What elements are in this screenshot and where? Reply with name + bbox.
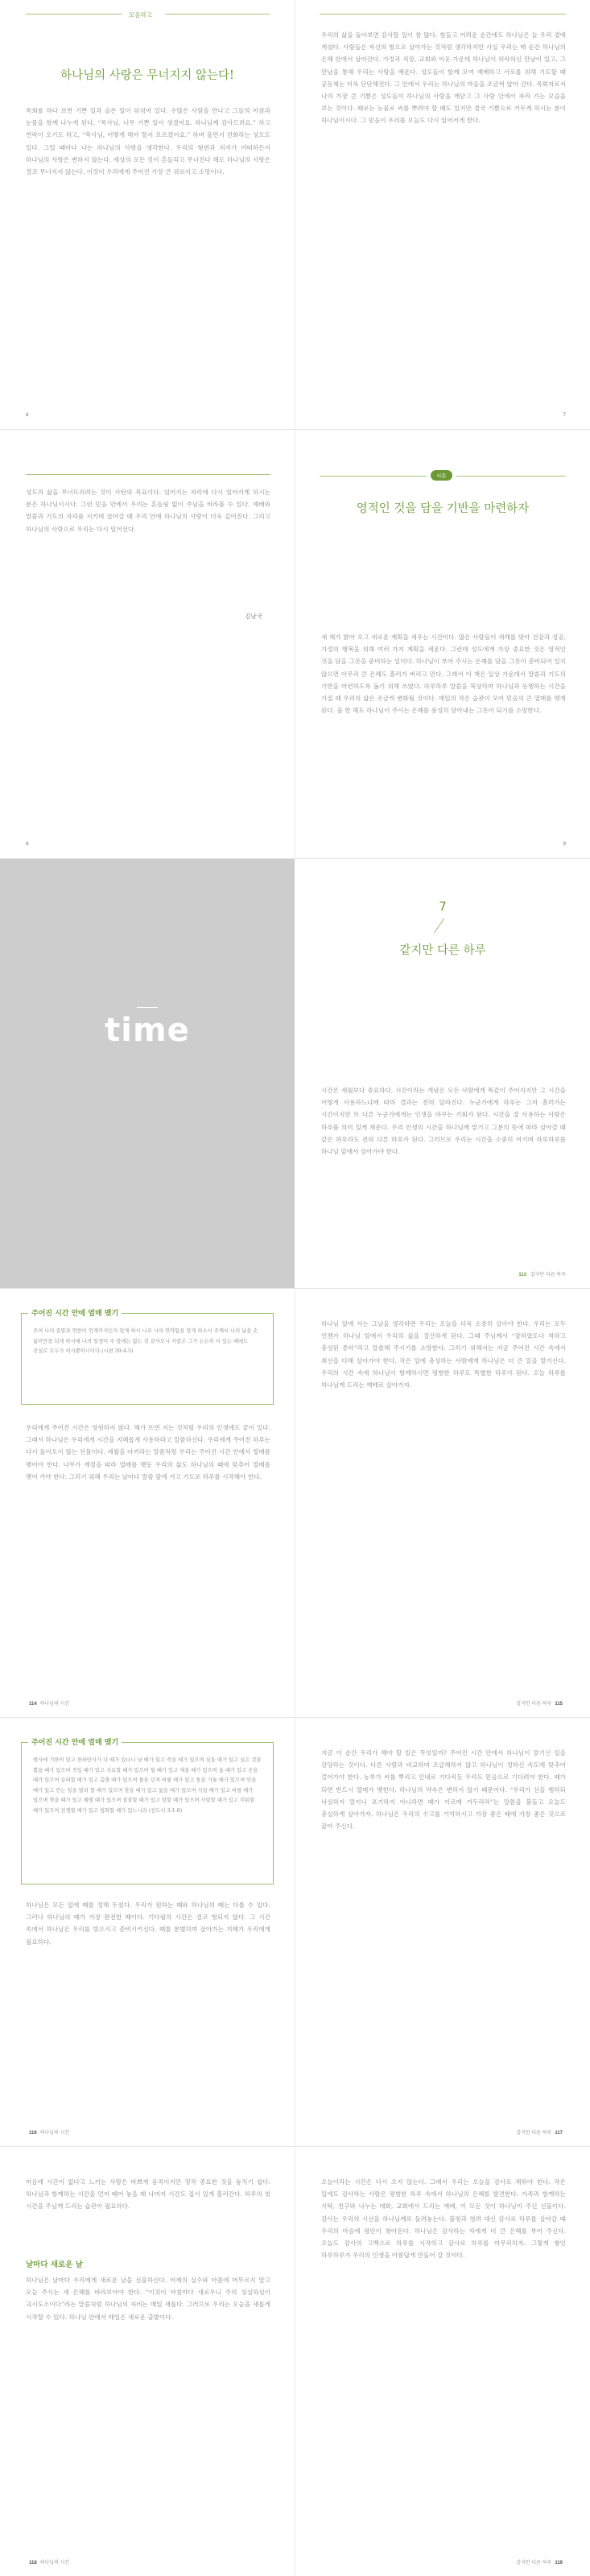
page-118 (0, 2147, 295, 2576)
footer-book-title: 하나님의 시간 (39, 2561, 70, 2566)
spread-6 (0, 2147, 590, 2576)
box-title: 주어진 시간 안에 열매 맺기 (28, 1307, 122, 1318)
scripture-text: 주여 나의 종말과 연한이 언제까지인지 알게 하사 나로 나의 연약함을 알게 하소서 주께서 나의 날을 손 넓이만큼 되게 하시매 나의 일생이 주 앞에는 없는 것 같사오니 사람은 그가 든든히 서 있는 때에도 진실로 모두가 허사뿐이니이다 (시편 39:4-5) (33, 1328, 258, 1354)
footer-page-number: 115 (555, 1702, 563, 1707)
footer-chapter-title: 같지만 다른 하루 (516, 2131, 552, 2136)
header-label: 모음하고 (129, 11, 152, 19)
body-text: 목회를 하다 보면 기쁜 일과 슬픈 일이 뒤섞여 있다. 수많은 사람을 만나고 그들의 아픔과 눈물을 함께 나누게 된다. “목사님, 너무 기쁜 일이 생겼어요. 하나님께 감사드려요.” 하고 연락이 오기도 하고, “목사님, 어떻게 해야 할지 모르겠어요.” 하며 울면서 전화하는 성도도 있다. 그럴 때마다 나는 하나님의 사랑을 생각한다. 우리의 형편과 처지가 어떠하든지 하나님의 사랑은 변하지 않는다. 세상의 모든 것이 흔들리고 무너진다 해도 하나님의 사랑은 결코 무너지지 않는다. 이것이 우리에게 주어진 가장 큰 위로이고 소망이다. (26, 107, 270, 176)
box-title: 주어진 시간 안에 열매 맺기 (28, 1736, 122, 1747)
cover-dash (137, 1007, 158, 1008)
page-footer (516, 2558, 566, 2566)
footer-page-number: 116 (29, 2131, 37, 2136)
page-footer (516, 2128, 566, 2136)
scripture-text: 범사에 기한이 있고 천하만사가 다 때가 있나니 날 때가 있고 죽을 때가 있으며 심을 때가 있고 심은 것을 뽑을 때가 있으며 죽일 때가 있고 치료할 때가 있으며 헐 때가 있고 세울 때가 있으며 울 때가 있고 웃을 때가 있으며 슬퍼할 때가 있고 춤출 때가 있으며 돌을 던져 버릴 때가 있고 돌을 거둘 때가 있으며 안을 때가 있고 안는 일을 멀리 할 때가 있으며 찾을 때가 있고 잃을 때가 있으며 지킬 때가 있고 버릴 때가 있으며 찢을 때가 있고 꿰맬 때가 있으며 잠잠할 때가 있고 말할 때가 있으며 사랑할 때가 있고 미워할 때가 있으며 전쟁할 때가 있고 평화할 때가 있느니라 (전도서 3:1-8) (33, 1757, 262, 1814)
page-title: 영적인 것을 담을 기반을 마련하자 (356, 502, 530, 515)
footer-chapter-title: 같지만 다른 하루 (516, 1702, 552, 1707)
cover-word: time (105, 1012, 190, 1049)
body-text: 오늘이라는 시간은 다시 오지 않는다. 그래서 우리는 오늘을 감사로 채워야 한다. 작은 일에도 감사하는 사람은 평범한 하루 속에서 하나님의 은혜를 발견한다. 가족과 함께하는 식탁, 친구와 나누는 대화, 교회에서 드리는 예배, 이 모든 것이 하나님이 주신 선물이다. 감사는 우리의 시선을 하나님께로 돌려놓는다. 불평과 염려 대신 감사로 하루를 살아갈 때 우리의 마음에 평안이 찾아온다. 하나님은 감사하는 자에게 더 큰 은혜를 부어 주신다. 오늘도 감사의 고백으로 하루를 시작하고 감사로 하루를 마무리하자. 그렇게 쌓인 하루하루가 우리의 인생을 아름답게 만들어 갈 것이다. (321, 2178, 566, 2260)
page-number: 8 (26, 841, 29, 847)
chapter-title: 같지만 다른 하루 (399, 944, 486, 957)
chapter-cover-panel (0, 859, 295, 1288)
page-116 (0, 1718, 295, 2146)
body-text: 우리에게 주어진 시간은 영원하지 않다. 해가 뜨면 지는 것처럼 우리의 인생에도 끝이 있다. 그래서 하나님은 우리에게 시간을 지혜롭게 사용하라고 말씀하신다. 우리에게 주어진 하루는 다시 돌아오지 않는 선물이다. 세월을 아끼라는 말씀처럼 우리는 주어진 시간 안에서 열매를 맺어야 한다. 나무가 계절을 따라 열매를 맺듯 우리의 삶도 하나님의 때에 맞추어 열매를 맺어 가야 한다. 그러기 위해 우리는 날마다 말씀 앞에 서고 기도로 하루를 시작해야 한다. (26, 1424, 270, 1480)
body-text: 시간은 세월보다 중요하다. 시간이라는 개념은 모든 사람에게 똑같이 주어지지만 그 시간을 어떻게 사용하느냐에 따라 결과는 전혀 달라진다. 누군가에게 하루는 그저 흘러가는 시간이지만 또 다른 누군가에게는 인생을 바꾸는 기회가 된다. 시간을 잘 사용하는 사람은 하루를 의미 있게 채운다. 우리 인생의 시간을 하나님께 맡기고 그분의 뜻에 따라 살아갈 때 같은 하루라도 전혀 다른 하루가 된다. 그러므로 우리는 시간을 소중히 여기며 하루하루를 하나님 앞에서 살아가야 한다. (321, 1087, 566, 1156)
spread-4 (0, 1289, 590, 1717)
page-117 (295, 1718, 590, 2146)
scripture-box (21, 1310, 274, 1405)
footer-page-number: 113 (518, 1273, 527, 1278)
header-rule (26, 474, 270, 475)
chapter-number: 7 (439, 899, 447, 914)
footer-chapter-title: 같지만 다른 하루 (530, 1273, 566, 1278)
footer-book-title: 하나님의 시간 (39, 1702, 70, 1707)
spread-3 (0, 859, 590, 1288)
page-footer (26, 2558, 69, 2566)
body-text: 하나님은 모든 일에 때를 정해 두셨다. 우리가 원하는 때와 하나님의 때는 다를 수 있다. 그러나 하나님의 때가 가장 완전한 때이다. 기다림의 시간은 결코 헛되지 않다. 그 시간 속에서 하나님은 우리를 빚으시고 준비시키신다. 때를 분별하며 살아가는 지혜가 우리에게 필요하다. (26, 1901, 270, 1946)
page-9 (295, 430, 590, 858)
page-number: 6 (26, 412, 29, 418)
body-text: 새 해가 밝아 오고 새로운 계획을 세우는 시간이다. 많은 사람들이 새해를 맞아 건강과 성공, 가정의 행복을 위해 여러 가지 계획을 세운다. 그런데 성도에게 가장 중요한 것은 영적인 것을 담을 그릇을 준비하는 일이다. 하나님이 부어 주시는 은혜를 담을 그릇이 준비되어 있지 않으면 아무리 큰 은혜도 흘러가 버리고 만다. 그래서 이 책은 일상 가운데서 말씀과 기도의 기반을 마련하도록 돕기 위해 쓰였다. 하루하루 말씀을 묵상하며 하나님과 동행하는 시간을 가질 때 우리의 삶은 조금씩 변화될 것이다. 매일의 작은 습관이 모여 믿음의 큰 열매를 맺게 된다. 올 한 해도 하나님이 주시는 은혜를 풍성히 담아내는 그릇이 되기를 소망한다. (321, 634, 566, 715)
footer-book-title: 하나님의 시간 (39, 2131, 70, 2136)
page-6 (0, 0, 295, 429)
page-footer (516, 1699, 566, 1707)
page-8 (0, 430, 295, 858)
footer-page-number: 119 (555, 2561, 563, 2566)
page-115 (295, 1289, 590, 1717)
footer-page-number: 117 (555, 2131, 563, 2136)
author-signature: 김남국 (245, 613, 262, 620)
body-text-bottom: 하나님은 날마다 우리에게 새로운 날을 선물하신다. 어제의 실수와 아픔에 머무르지 말고 오늘 주시는 새 은혜를 바라보아야 한다. “이것이 아침마다 새로우니 주의 성실하심이 크시도소이다”라는 말씀처럼 하나님의 자비는 매일 새롭다. 그러므로 우리는 오늘을 새롭게 시작할 수 있다. 하나님 안에서 매일은 새로운 출발이다. (26, 2277, 270, 2321)
spread-1 (0, 0, 590, 429)
page-number: 9 (563, 841, 566, 847)
body-text: 성도의 삶을 무너뜨리려는 것이 사탄의 목표이다. 넘어지는 자리에 다시 일어서게 하시는 분은 하나님이시다. 그런 믿음 안에서 우리는 흔들림 없이 주님을 바라볼 수 있다. 예배와 말씀과 기도의 자리를 지키며 살아갈 때 우리 안에 하나님의 사랑이 더욱 깊어진다. 그리고 하나님의 사랑으로 우리는 다시 일어선다. (26, 489, 270, 533)
section-badge: 서문 (431, 470, 452, 481)
body-text: 지금 이 순간 우리가 해야 할 일은 무엇일까? 주어진 시간 안에서 하나님이 맡기신 일을 감당하는 것이다. 다른 사람과 비교하며 조급해하지 않고 하나님이 정하신 속도에 맞추어 걸어가야 한다. 농부가 씨를 뿌리고 인내로 기다리듯 우리도 믿음으로 기다려야 한다. 때가 되면 반드시 열매가 맺힌다. 하나님의 약속은 변하지 않기 때문이다. “우리가 선을 행하되 낙심하지 말지니 포기하지 아니하면 때가 이르매 거두리라”는 말씀을 붙들고 오늘도 충실하게 살아가자. 하나님은 우리의 수고를 기억하시고 가장 좋은 때에 가장 좋은 것으로 갚아 주신다. (321, 1749, 566, 1831)
body-text-top: 마음에 시간이 없다고 느끼는 사람은 바쁘게 움직이지만 정작 중요한 것을 놓치기 쉽다. 하나님과 함께하는 시간을 먼저 떼어 놓을 때 나머지 시간도 질서 있게 흘러간다. 하루의 첫 시간을 주님께 드리는 습관이 필요하다. (26, 2178, 270, 2211)
footer-page-number: 114 (29, 1702, 37, 1707)
page-footer (26, 1699, 69, 1707)
chapter-slash (434, 919, 444, 934)
section-subhead: 날마다 새로운 날 (26, 2260, 83, 2269)
footer-chapter-title: 같지만 다른 하루 (516, 2561, 552, 2566)
header-rule-left (320, 476, 427, 477)
page-113 (295, 859, 590, 1288)
footer-page-number: 118 (29, 2561, 37, 2566)
page-title: 하나님의 사랑은 무너지지 않는다! (60, 69, 234, 82)
body-text: 하나님 앞에 서는 그날을 생각하면 우리는 오늘을 더욱 소중히 살아야 한다. 우리는 모두 언젠가 하나님 앞에서 우리의 삶을 결산하게 된다. 그때 주님께서 “잘하였도다 착하고 충성된 종아”라고 말씀해 주시기를 소망한다. 그러기 위해서는 지금 주어진 시간 속에서 최선을 다해 살아가야 한다. 작은 일에 충성하는 사람에게 하나님은 더 큰 일을 맡기신다. 우리의 시간 속에 하나님이 함께하시면 평범한 하루도 특별한 하루가 된다. 오늘 하루를 하나님께 드리는 예배로 살아가자. (321, 1320, 566, 1389)
header-rule-right (456, 476, 566, 477)
page-number: 7 (563, 412, 566, 418)
page-114 (0, 1289, 295, 1717)
body-text: 우리의 삶을 돌아보면 감사할 일이 참 많다. 힘들고 어려운 순간에도 하나님은 늘 우리 곁에 계셨다. 사람들은 자신의 힘으로 살아가는 것처럼 생각하지만 사실 우리는 매 순간 하나님의 은혜 안에서 살아간다. 가정과 직장, 교회와 이웃 가운데 하나님이 허락하신 만남이 있고, 그 만남을 통해 우리는 사랑을 배운다. 성도들이 함께 모여 예배하고 서로를 위해 기도할 때 공동체는 더욱 단단해진다. 그 안에서 우리는 하나님의 마음을 조금씩 알아 간다. 목회자로서 나의 가장 큰 기쁨은 성도들이 하나님의 사랑을 깨닫고 그 사랑 안에서 자라 가는 모습을 보는 것이다. 때로는 눈물로 씨를 뿌려야 할 때도 있지만 결국 기쁨으로 거두게 하시는 분이 하나님이시다. 그 믿음이 우리를 오늘도 다시 일어서게 한다. (321, 31, 566, 125)
page-7 (295, 0, 590, 429)
scripture-box (21, 1739, 274, 1885)
page-119 (295, 2147, 590, 2576)
spread-2 (0, 430, 590, 858)
page-footer (518, 1270, 566, 1278)
spread-5 (0, 1718, 590, 2146)
page-footer (26, 2128, 69, 2136)
